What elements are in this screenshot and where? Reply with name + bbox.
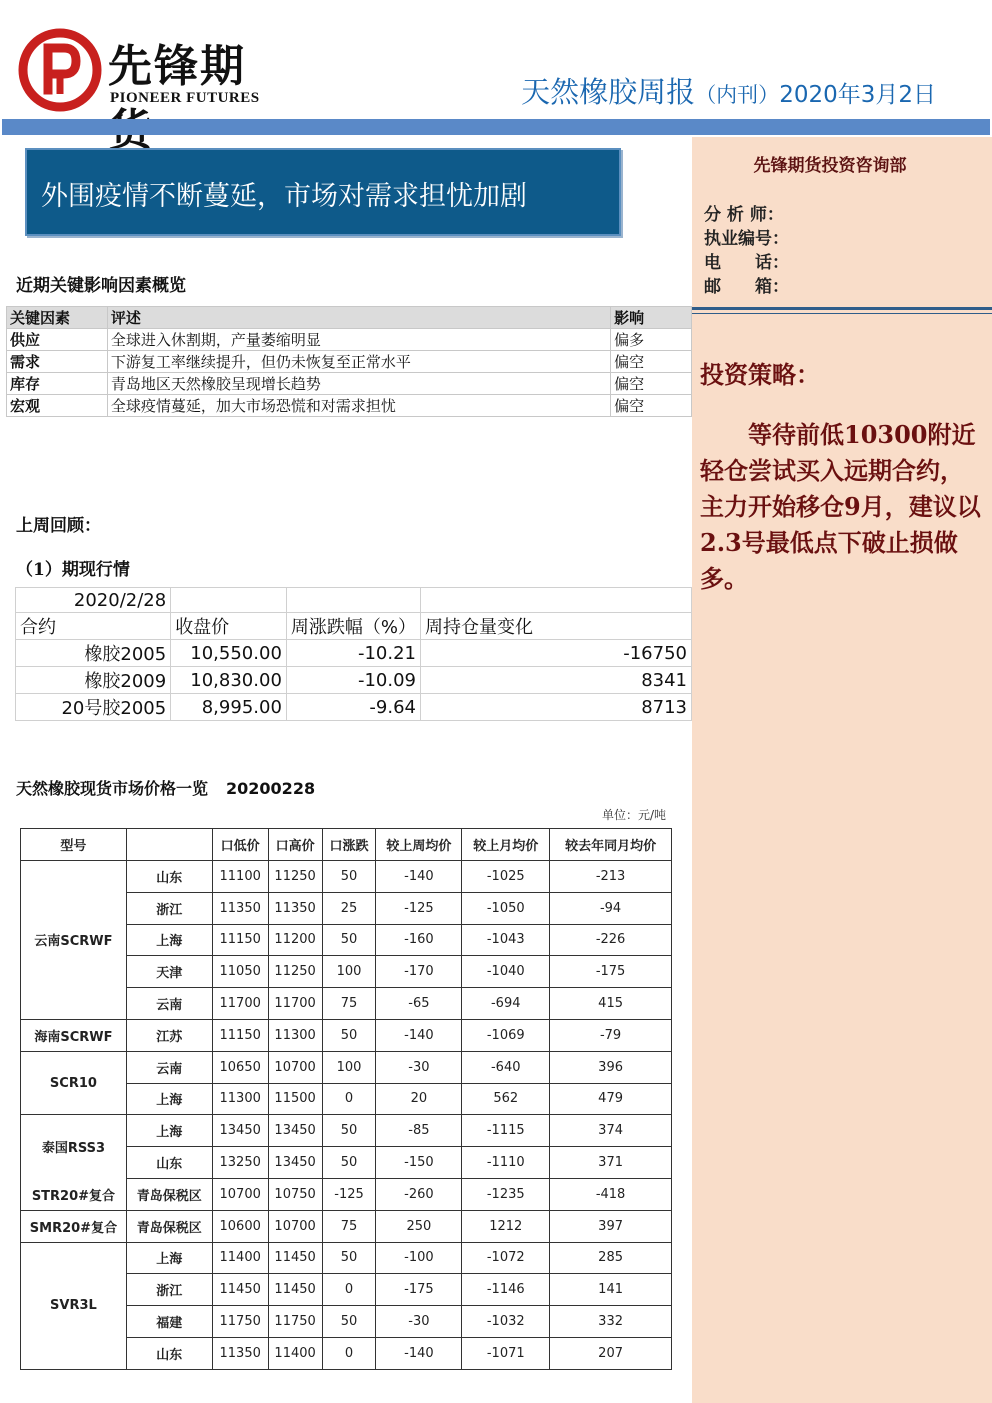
low-price: 13450 xyxy=(212,1115,268,1147)
vs-last-year: -175 xyxy=(550,956,672,988)
factors-header-cell: 评述 xyxy=(107,307,610,329)
region: 上海 xyxy=(126,1083,212,1115)
table-row xyxy=(7,395,692,417)
high-price: 10750 xyxy=(268,1178,322,1210)
spot-title xyxy=(16,776,315,799)
sidebar-divider-thin xyxy=(692,313,992,314)
vs-last-week: -30 xyxy=(376,1051,462,1083)
vs-last-week: -100 xyxy=(376,1242,462,1274)
vs-last-week: 20 xyxy=(376,1083,462,1115)
table-row xyxy=(21,1178,672,1210)
change: 50 xyxy=(322,861,376,893)
analyst-label: 分 析 师： xyxy=(704,205,784,225)
factor-name: 库存 xyxy=(7,373,108,395)
region: 浙江 xyxy=(126,1274,212,1306)
region: 青岛保税区 xyxy=(126,1178,212,1210)
high-price: 11500 xyxy=(268,1083,322,1115)
high-price: 11450 xyxy=(268,1274,322,1306)
vs-last-week: -65 xyxy=(376,988,462,1020)
spot-title-text: 天然橡胶现货市场价格一览 xyxy=(16,779,209,798)
region: 江苏 xyxy=(126,1019,212,1051)
change: 0 xyxy=(322,1274,376,1306)
region: 山东 xyxy=(126,1147,212,1179)
vs-last-week: -150 xyxy=(376,1147,462,1179)
high-price: 11450 xyxy=(268,1242,322,1274)
futures-date-row xyxy=(16,588,692,613)
vs-last-year: -79 xyxy=(550,1019,672,1051)
low-price: 11450 xyxy=(212,1274,268,1306)
department-name: 先锋期货投资咨询部 xyxy=(753,156,907,176)
spot-header-cell: 较去年同月均价 xyxy=(550,829,672,861)
low-price: 11350 xyxy=(212,1337,268,1369)
vs-last-year: -94 xyxy=(550,892,672,924)
factor-comment: 全球进入休割期，产量萎缩明显 xyxy=(107,329,610,351)
change: 100 xyxy=(322,956,376,988)
factor-name: 需求 xyxy=(7,351,108,373)
vs-last-year: 332 xyxy=(550,1306,672,1338)
company-logo xyxy=(18,28,288,118)
high-price: 11700 xyxy=(268,988,322,1020)
factor-comment: 青岛地区天然橡胶呈现增长趋势 xyxy=(107,373,610,395)
vs-last-month: -1072 xyxy=(462,1242,550,1274)
futures-date: 2020/2/28 xyxy=(16,588,171,613)
vs-last-year: -226 xyxy=(550,924,672,956)
unit-label: 单位：元/吨 xyxy=(602,808,667,822)
low-price: 11750 xyxy=(212,1306,268,1338)
model-name: 云南SCRWF xyxy=(21,861,127,1020)
table-row xyxy=(21,1210,672,1242)
model-name: SCR10 xyxy=(21,1051,127,1115)
report-title-sub: （内刊） xyxy=(695,83,780,107)
low-price: 11100 xyxy=(212,861,268,893)
contract-name: 橡胶2005 xyxy=(16,640,171,667)
vs-last-year: 207 xyxy=(550,1337,672,1369)
low-price: 10650 xyxy=(212,1051,268,1083)
change: 50 xyxy=(322,1147,376,1179)
model-name: STR20#复合 xyxy=(21,1178,127,1210)
contact-block xyxy=(704,203,789,299)
weekly-change: -10.09 xyxy=(286,667,420,694)
strategy-heading: 投资策略： xyxy=(700,360,820,389)
vs-last-year: 371 xyxy=(550,1147,672,1179)
sidebar-divider xyxy=(692,307,992,310)
vs-last-year: 285 xyxy=(550,1242,672,1274)
contract-name: 20号胶2005 xyxy=(16,694,171,721)
spot-price-table xyxy=(20,828,672,1370)
license-label: 执业编号： xyxy=(704,229,789,249)
high-price: 11750 xyxy=(268,1306,322,1338)
table-row xyxy=(7,351,692,373)
vs-last-year: 141 xyxy=(550,1274,672,1306)
vs-last-year: -213 xyxy=(550,861,672,893)
spot-date: 20200228 xyxy=(226,779,316,798)
vs-last-week: -30 xyxy=(376,1306,462,1338)
high-price: 13450 xyxy=(268,1115,322,1147)
high-price: 11250 xyxy=(268,956,322,988)
spot-header-cell: 口低价 xyxy=(212,829,268,861)
table-row xyxy=(7,373,692,395)
futures-header-cell: 周持仓量变化 xyxy=(421,613,692,640)
vs-last-year: -418 xyxy=(550,1178,672,1210)
headline-text: 外围疫情不断蔓延，市场对需求担忧加剧 xyxy=(41,181,527,212)
weekly-change: -9.64 xyxy=(286,694,420,721)
futures-header-cell: 合约 xyxy=(16,613,171,640)
high-price: 11350 xyxy=(268,892,322,924)
vs-last-year: 415 xyxy=(550,988,672,1020)
header-divider xyxy=(2,119,990,135)
vs-last-month: -694 xyxy=(462,988,550,1020)
vs-last-week: -140 xyxy=(376,861,462,893)
vs-last-week: -125 xyxy=(376,892,462,924)
high-price: 11300 xyxy=(268,1019,322,1051)
sidebar xyxy=(692,137,992,1403)
model-name: 海南SCRWF xyxy=(21,1019,127,1051)
region: 云南 xyxy=(126,1051,212,1083)
factor-name: 供应 xyxy=(7,329,108,351)
region: 福建 xyxy=(126,1306,212,1338)
vs-last-month: 562 xyxy=(462,1083,550,1115)
empty-cell xyxy=(421,588,692,613)
region: 云南 xyxy=(126,988,212,1020)
high-price: 10700 xyxy=(268,1210,322,1242)
factors-title: 近期关键影响因素概览 xyxy=(16,276,186,296)
vs-last-week: -175 xyxy=(376,1274,462,1306)
change: 50 xyxy=(322,1019,376,1051)
futures-header-cell: 收盘价 xyxy=(171,613,287,640)
region: 天津 xyxy=(126,956,212,988)
vs-last-month: -1115 xyxy=(462,1115,550,1147)
low-price: 11400 xyxy=(212,1242,268,1274)
change: 50 xyxy=(322,1306,376,1338)
table-row xyxy=(21,1115,672,1147)
close-price: 10,830.00 xyxy=(171,667,287,694)
spot-header-cell: 口涨跌 xyxy=(322,829,376,861)
region: 青岛保税区 xyxy=(126,1210,212,1242)
vs-last-year: 397 xyxy=(550,1210,672,1242)
low-price: 11150 xyxy=(212,1019,268,1051)
review-title: 上周回顾： xyxy=(16,516,101,536)
vs-last-week: -85 xyxy=(376,1115,462,1147)
spot-header-cell: 较上周均价 xyxy=(376,829,462,861)
region: 山东 xyxy=(126,861,212,893)
vs-last-month: -1025 xyxy=(462,861,550,893)
factor-comment: 下游复工率继续提升，但仍未恢复至正常水平 xyxy=(107,351,610,373)
high-price: 11400 xyxy=(268,1337,322,1369)
vs-last-week: -140 xyxy=(376,1019,462,1051)
vs-last-month: -1032 xyxy=(462,1306,550,1338)
high-price: 10700 xyxy=(268,1051,322,1083)
spot-header-cell xyxy=(126,829,212,861)
factors-header-row xyxy=(7,307,692,329)
high-price: 13450 xyxy=(268,1147,322,1179)
report-title-main: 天然橡胶周报 xyxy=(521,75,696,109)
strategy-text: 等待前低10300附近轻仓尝试买入远期合约，主力开始移仓9月，建议以2.3号最低点下破止损做多。 xyxy=(700,420,981,593)
vs-last-year: 479 xyxy=(550,1083,672,1115)
oi-change: 8341 xyxy=(421,667,692,694)
change: 50 xyxy=(322,1242,376,1274)
vs-last-month: -1071 xyxy=(462,1337,550,1369)
high-price: 11200 xyxy=(268,924,322,956)
oi-change: -16750 xyxy=(421,640,692,667)
empty-cell xyxy=(286,588,420,613)
low-price: 10700 xyxy=(212,1178,268,1210)
spot-header-cell: 较上月均价 xyxy=(462,829,550,861)
email-label: 邮 箱： xyxy=(704,277,789,297)
contract-name: 橡胶2009 xyxy=(16,667,171,694)
vs-last-month: -1043 xyxy=(462,924,550,956)
vs-last-year: 396 xyxy=(550,1051,672,1083)
change: 50 xyxy=(322,924,376,956)
change: 25 xyxy=(322,892,376,924)
table-row xyxy=(21,1242,672,1274)
region: 上海 xyxy=(126,1242,212,1274)
region: 山东 xyxy=(126,1337,212,1369)
model-name: SVR3L xyxy=(21,1242,127,1369)
vs-last-month: -1110 xyxy=(462,1147,550,1179)
vs-last-month: -1050 xyxy=(462,892,550,924)
factors-header-cell: 关键因素 xyxy=(7,307,108,329)
table-row xyxy=(21,1051,672,1083)
factor-impact: 偏空 xyxy=(611,351,692,373)
futures-table xyxy=(15,587,692,721)
vs-last-month: -1069 xyxy=(462,1019,550,1051)
table-row xyxy=(16,640,692,667)
empty-cell xyxy=(171,588,287,613)
weekly-change: -10.21 xyxy=(286,640,420,667)
logo-english-text: PIONEER FUTURES xyxy=(110,90,260,106)
factors-table xyxy=(6,306,692,417)
region: 上海 xyxy=(126,924,212,956)
model-name: 泰国RSS3 xyxy=(21,1115,127,1179)
futures-header-cell: 周涨跌幅（%） xyxy=(286,613,420,640)
low-price: 11350 xyxy=(212,892,268,924)
low-price: 11300 xyxy=(212,1083,268,1115)
logo-chinese-text: 先锋期 xyxy=(108,41,246,92)
vs-last-week: 250 xyxy=(376,1210,462,1242)
review-subtitle: （1）期现行情 xyxy=(16,560,130,580)
vs-last-week: -140 xyxy=(376,1337,462,1369)
table-row xyxy=(16,694,692,721)
close-price: 10,550.00 xyxy=(171,640,287,667)
oi-change: 8713 xyxy=(421,694,692,721)
report-date: 2020年3月2日 xyxy=(779,82,936,108)
table-row xyxy=(21,861,672,893)
factor-comment: 全球疫情蔓延，加大市场恐慌和对需求担忧 xyxy=(107,395,610,417)
vs-last-month: -1146 xyxy=(462,1274,550,1306)
factor-name: 宏观 xyxy=(7,395,108,417)
high-price: 11250 xyxy=(268,861,322,893)
vs-last-month: 1212 xyxy=(462,1210,550,1242)
change: 0 xyxy=(322,1083,376,1115)
vs-last-month: -640 xyxy=(462,1051,550,1083)
region: 上海 xyxy=(126,1115,212,1147)
futures-header-row xyxy=(16,613,692,640)
table-row xyxy=(7,329,692,351)
vs-last-month: -1040 xyxy=(462,956,550,988)
low-price: 11150 xyxy=(212,924,268,956)
headline-banner xyxy=(25,148,621,236)
change: -125 xyxy=(322,1178,376,1210)
low-price: 13250 xyxy=(212,1147,268,1179)
change: 75 xyxy=(322,1210,376,1242)
report-title xyxy=(521,70,936,111)
region: 浙江 xyxy=(126,892,212,924)
spot-header-cell: 口高价 xyxy=(268,829,322,861)
change: 75 xyxy=(322,988,376,1020)
close-price: 8,995.00 xyxy=(171,694,287,721)
change: 100 xyxy=(322,1051,376,1083)
factor-impact: 偏多 xyxy=(611,329,692,351)
low-price: 10600 xyxy=(212,1210,268,1242)
phone-label: 电 话： xyxy=(704,253,789,273)
spot-header-cell: 型号 xyxy=(21,829,127,861)
table-row xyxy=(16,667,692,694)
pioneer-logo-icon xyxy=(18,28,102,112)
factors-header-cell: 影响 xyxy=(611,307,692,329)
model-name: SMR20#复合 xyxy=(21,1210,127,1242)
vs-last-week: -160 xyxy=(376,924,462,956)
table-row xyxy=(21,1019,672,1051)
low-price: 11050 xyxy=(212,956,268,988)
spot-header-row xyxy=(21,829,672,861)
low-price: 11700 xyxy=(212,988,268,1020)
vs-last-year: 374 xyxy=(550,1115,672,1147)
change: 50 xyxy=(322,1115,376,1147)
factor-impact: 偏空 xyxy=(611,373,692,395)
vs-last-month: -1235 xyxy=(462,1178,550,1210)
vs-last-week: -260 xyxy=(376,1178,462,1210)
change: 0 xyxy=(322,1337,376,1369)
factor-impact: 偏空 xyxy=(611,395,692,417)
vs-last-week: -170 xyxy=(376,956,462,988)
